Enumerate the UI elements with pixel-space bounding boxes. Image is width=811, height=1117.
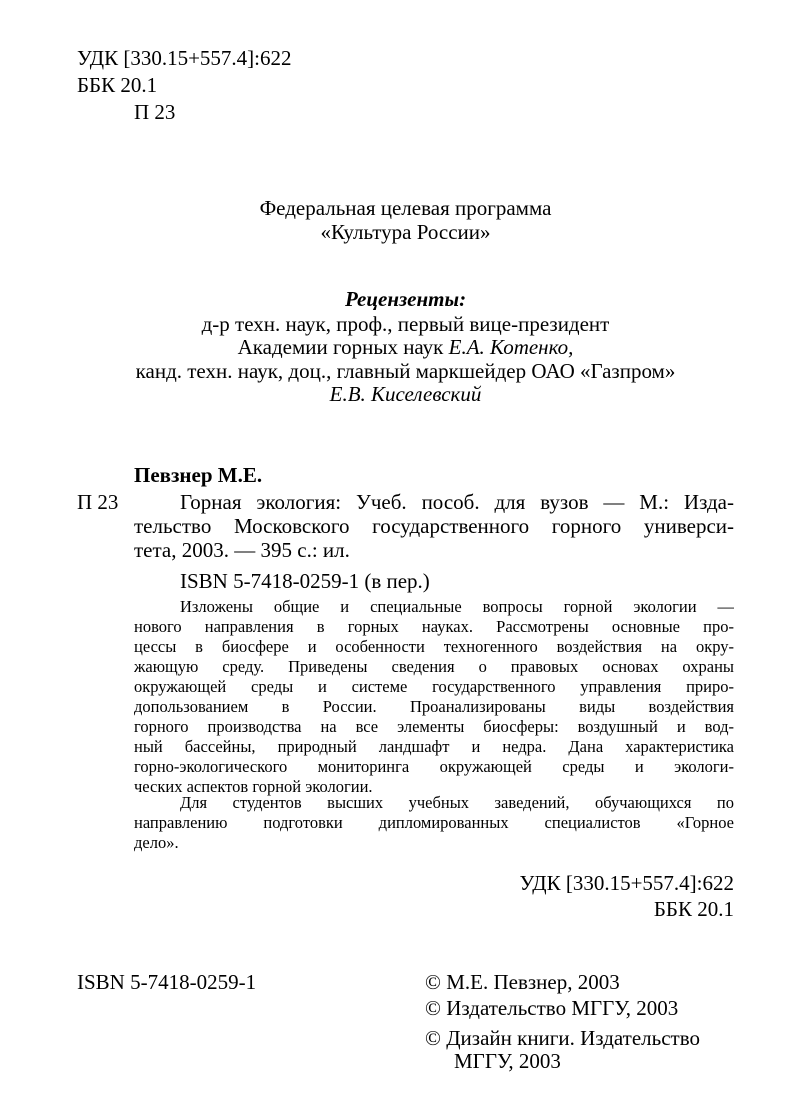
abstract-line: допользованием в России. Проанализированы виды воздействия [134,697,734,716]
audience-line: Для студентов высших учебных заведений, обучающихся по [180,793,734,812]
footer-isbn: ISBN 5-7418-0259-1 [77,970,257,994]
abstract-line: ный бассейны, природный ландшафт и недра. Дана характеристика [134,737,734,756]
bib-line-3: тета, 2003. — 395 с.: ил. [134,538,350,562]
abstract [134,597,734,797]
copyright-publisher: © Издательство МГГУ, 2003 [425,996,679,1020]
bib-line-2: тельство Московского государственного горного универси- [134,514,734,538]
audience [134,793,734,853]
bib-line-1: Горная экология: Учеб. пособ. для вузов — М.: Изда- [180,490,734,514]
program-title: Федеральная целевая программа [259,196,552,220]
bibliographic-description [134,490,734,562]
program-name: «Культура России» [320,220,491,244]
audience-line: направлению подготовки дипломированных специалистов «Горное [134,813,734,832]
entry-code: П 23 [77,490,119,514]
classification-bbk: ББК 20.1 [653,897,734,921]
reviewers-heading: Рецензенты: [344,287,467,311]
reviewer-1-affiliation [0,335,811,359]
entry-isbn: ISBN 5-7418-0259-1 (в пер.) [180,569,430,593]
abstract-line: горно-экологического мониторинга окружающей среды и экологи- [134,757,734,776]
copyright-design-cont: МГГУ, 2003 [454,1049,561,1073]
abstract-line: горного производства на все элементы биосферы: воздушный и вод- [134,717,734,736]
reviewer-1-title: д-р техн. наук, проф., первый вице-президент [201,312,610,336]
reviewer-2-title: канд. техн. наук, доц., главный маркшейдер ОАО «Газпром» [135,359,676,383]
entry-author: Певзнер М.Е. [134,463,263,487]
reviewer-1-name: Е.А. Котенко, [448,335,574,359]
reviewer-1-affiliation-text: Академии горных наук [237,335,449,359]
copyright-author: © М.Е. Певзнер, 2003 [425,970,620,994]
classification-udk: УДК [330.15+557.4]:622 [519,871,734,895]
audience-line: дело». [134,833,179,852]
abstract-line: цессы в биосфере и особенности техногенного воздействия на окру- [134,637,734,656]
abstract-line: окружающей среды и системе государственного управления приро- [134,677,734,696]
reviewer-2-name: Е.В. Киселевский [329,382,482,406]
abstract-line: Изложены общие и специальные вопросы горной экологии — [180,597,734,616]
copyright-design: © Дизайн книги. Издательство [425,1026,701,1050]
abstract-line: нового направления в горных науках. Рассмотрены основные про- [134,617,734,636]
abstract-line: жающую среду. Приведены сведения о правовых основах охраны [134,657,734,676]
header-code: П 23 [134,100,176,124]
header-bbk: ББК 20.1 [77,73,158,97]
header-udk: УДК [330.15+557.4]:622 [77,46,292,70]
abstract-line: ческих аспектов горной экологии. [134,777,373,796]
